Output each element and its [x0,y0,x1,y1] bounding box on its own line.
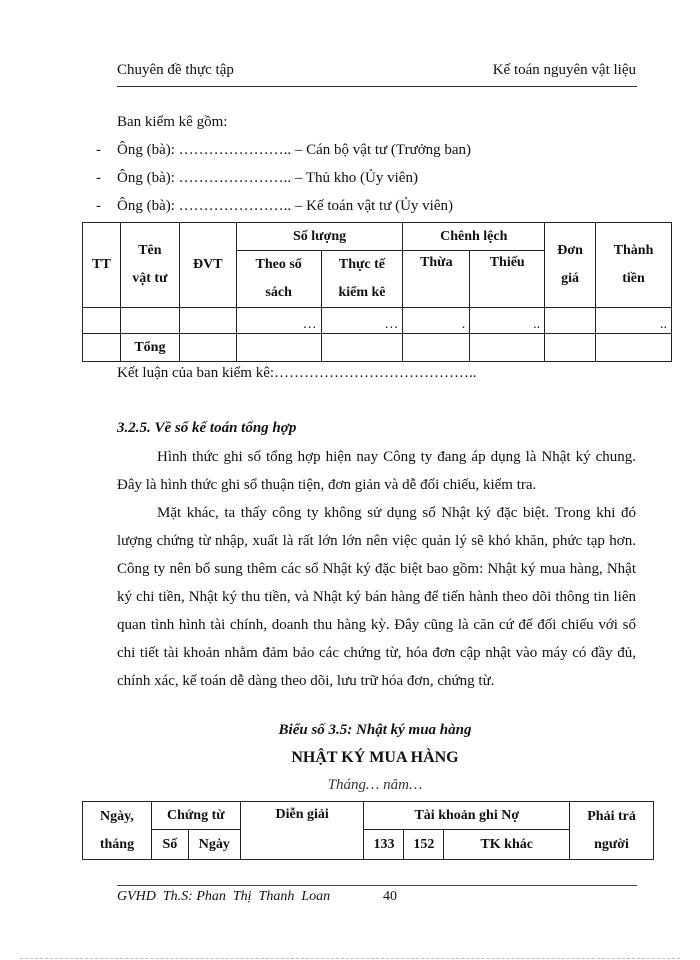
footer-rule [117,885,637,886]
col-don-gia: Đơn giá [545,223,596,308]
col-dien-giai: Diễn giải [240,802,364,860]
header-left: Chuyên đề thực tập [117,62,234,78]
col-thanh-tien: Thành tiền [596,223,672,308]
section-body [117,443,636,695]
committee-member: Ông (bà): ………………….. – Cán bộ vật tư (Trưởng ban) [117,142,472,158]
col-theo-so-sach: Theo sổ sách [236,251,321,308]
header-right: Kế toán nguyên vật liệu [492,62,636,78]
committee-intro: Ban kiểm kê gồm: [117,114,228,130]
inventory-table [82,222,672,362]
table-cell: . [403,308,470,334]
conclusion: Kết luận của ban kiểm kê:………………………………….. [117,365,477,381]
col-ngay-thang: Ngày, tháng [83,802,152,860]
table-row [83,308,672,334]
col-tk-khac: TK khác [444,830,570,860]
paragraph: Hình thức ghi sổ tổng hợp hiện nay Công ty đang áp dụng là Nhật ký chung. Đây là hình thức ghi sổ thuận tiện, đơn giản và dễ đối chiếu, kiểm tra. [117,449,636,493]
col-thua: Thừa [403,251,470,308]
col-152: 152 [404,830,444,860]
col-thieu: Thiếu [470,251,545,308]
col-dvt: ĐVT [179,223,236,308]
section-heading: 3.2.5. Về sổ kế toán tổng hợp [117,420,297,436]
col-thuc-te-kiem-ke: Thực tế kiểm kê [321,251,403,308]
form-title: NHẬT KÝ MUA HÀNG [291,749,459,766]
col-ten: Tên vật tư [120,223,179,308]
group-chung-tu: Chứng từ [151,802,240,830]
bullet: - [96,198,101,214]
col-tt: TT [83,223,121,308]
form-period: Tháng… năm… [327,777,423,793]
table-cell: … [236,308,321,334]
committee-member: Ông (bà): ………………….. – Thủ kho (Ủy viên) [117,170,418,186]
committee-member: Ông (bà): ………………….. – Kế toán vật tư (Ủy viên) [117,198,453,214]
col-ngay: Ngày [188,830,240,860]
page-number: 40 [383,889,397,904]
group-so-luong: Số lượng [236,223,403,251]
paragraph: Mặt khác, ta thấy công ty không sử dụng sổ Nhật ký đặc biệt. Trong khi đó lượng chứng từ nhập, xuất là rất lớn lớn nên việc quản lý sẽ khó khăn, phức tạp hơn. Công ty nên bổ sung thêm các sổ Nhật ký đặc biệt bao gồm: Nhật ký mua hàng, Nhật ký chi tiền, Nhật ký thu tiền, và Nhật ký bán hàng để tiến hành theo dõi thông tin liên quan tình hình tài chính, doanh thu hàng kỳ. Đây cũng là căn cứ để đối chiếu với sổ chi tiết tài khoản nhằm đảm bảo các chứng từ, hóa đơn cập nhật vào máy có đầy đủ, chính xác, kế toán dễ dàng theo dõi, lưu trữ hóa đơn, chứng từ. [117,505,636,689]
form-caption: Biểu số 3.5: Nhật ký mua hàng [278,722,472,738]
table-cell: .. [596,308,672,334]
col-133: 133 [364,830,404,860]
bullet: - [96,142,101,158]
total-label: Tổng [120,334,179,362]
purchase-journal-table [82,801,654,860]
group-tai-khoan-ghi-no: Tài khoản ghi Nợ [364,802,570,830]
col-so: Số [151,830,188,860]
header-rule [117,86,637,87]
table-cell: .. [470,308,545,334]
total-row [83,334,672,362]
bullet: - [96,170,101,186]
footer-advisor: GVHD Th.S: Phan Thị Thanh Loan [117,889,331,904]
group-chenh-lech: Chênh lệch [403,223,545,251]
table-cell: … [321,308,403,334]
col-phai-tra: Phải trả người [570,802,654,860]
page-edge [20,958,680,959]
